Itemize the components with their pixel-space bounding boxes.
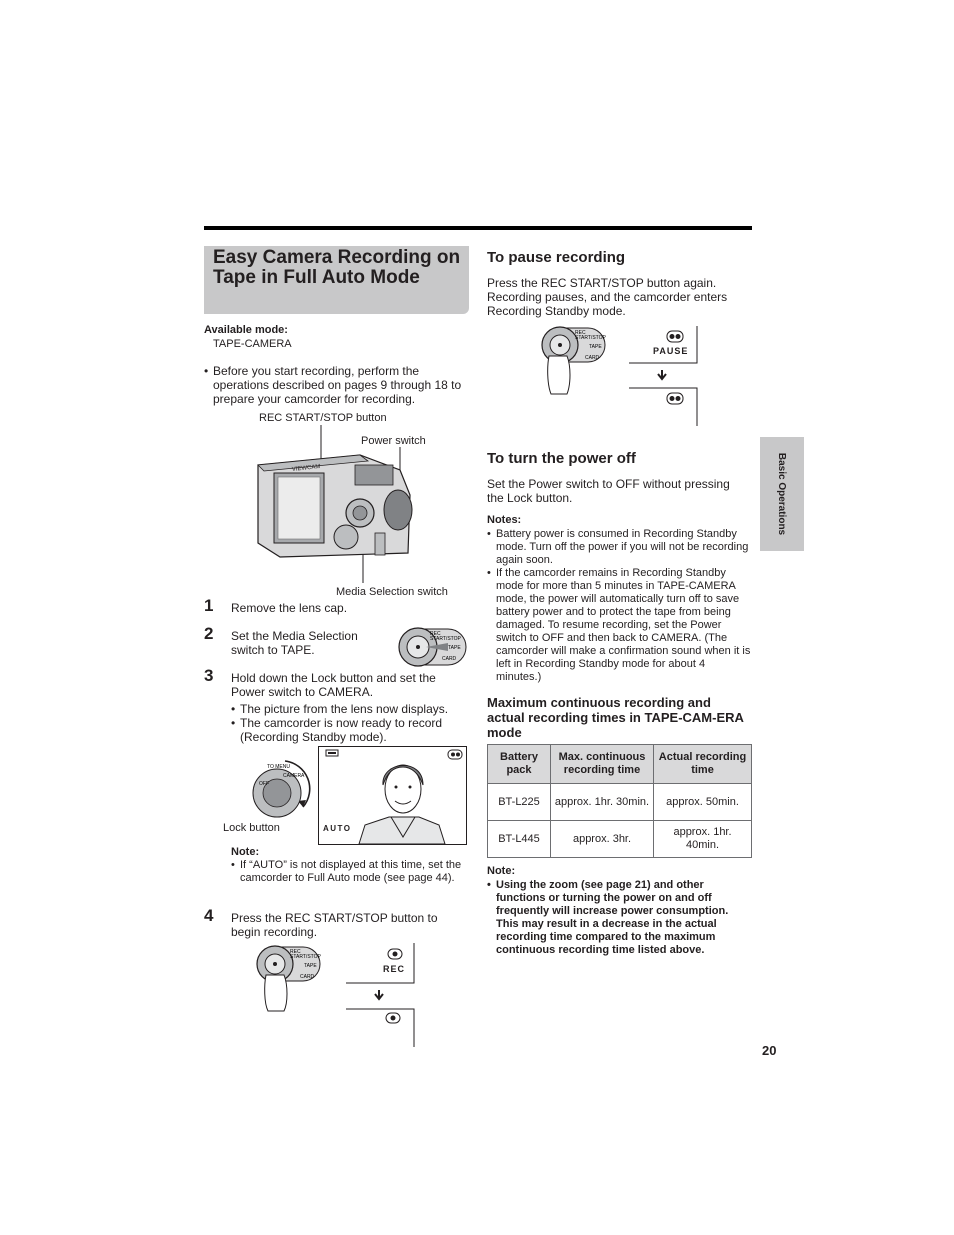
pause-text: Press the REC START/STOP button again. Recording pauses, and the camcorder enters Recording Standby mode. — [487, 276, 728, 318]
power-dial-illustration — [245, 755, 309, 821]
step-3-bullet: • The camcorder is now ready to record (Recording Standby mode). — [231, 716, 465, 744]
pause-switch-start-stop-label: START/STOP — [575, 335, 606, 341]
table-cell: approx. 1hr. 40min. — [654, 821, 752, 858]
intro-bullet-text: • Before you start recording, perform the operations described on pages 9 through 18 to prepare your camcorder for recording. — [204, 364, 466, 406]
power-off-note: • Battery power is consumed in Recording Standby mode. Turn off the power if you will not be recording again soon. — [487, 528, 751, 567]
pause-indicator-sequence — [629, 326, 699, 428]
brand-text: VIEWCAM — [291, 464, 321, 473]
recording-times-table — [487, 744, 752, 858]
max-rec-note — [487, 879, 749, 957]
media-switch-illustration — [396, 625, 468, 669]
switch-start-stop-label: START/STOP — [430, 636, 461, 642]
dial-off-label: OFF — [259, 781, 269, 787]
step-3-bullets — [231, 702, 465, 744]
table-row — [488, 784, 752, 821]
step-3-bullet: • The picture from the lens now displays. — [231, 702, 465, 716]
camcorder-illustration — [250, 425, 420, 585]
power-off-notes-label: Notes: — [487, 514, 522, 526]
dial-camera-label: CAMERA — [283, 773, 305, 779]
pause-indicator-label: PAUSE — [653, 346, 689, 356]
table-cell: BT-L445 — [488, 821, 551, 858]
switch-tape-label: TAPE — [448, 645, 461, 651]
table-cell: BT-L225 — [488, 784, 551, 821]
step4-switch-start-stop-label: START/STOP — [290, 954, 321, 960]
page-title: Easy Camera Recording on Tape in Full Auto Mode — [213, 247, 461, 288]
table-header-cell: Battery pack — [488, 745, 551, 784]
power-switch-label: Power switch — [361, 435, 426, 447]
available-mode-value: TAPE-CAMERA — [213, 338, 292, 350]
table-cell: approx. 1hr. 30min. — [551, 784, 654, 821]
rec-indicator-sequence — [346, 943, 416, 1047]
step-3-number: 3 — [204, 666, 214, 685]
table-row — [488, 821, 752, 858]
power-off-heading: To turn the power off — [487, 450, 636, 467]
max-rec-note-label: Note: — [487, 865, 516, 877]
pause-switch-tape-label: TAPE — [589, 344, 602, 350]
step4-switch-rec-label: REC — [290, 949, 301, 955]
step-3-note — [231, 859, 471, 885]
rec-button-press-illustration — [254, 945, 320, 1015]
lock-button-label: Lock button — [223, 822, 280, 834]
intro-bullet — [204, 364, 466, 406]
table-cell: approx. 50min. — [654, 784, 752, 821]
rec-indicator-label: REC — [383, 964, 406, 974]
page-number: 20 — [762, 1043, 777, 1058]
switch-card-label: CARD — [442, 656, 457, 662]
pause-button-illustration — [539, 326, 607, 396]
switch-rec-label: REC — [430, 631, 441, 637]
step-3-note-label: Note: — [231, 846, 260, 858]
step-4-number: 4 — [204, 906, 214, 925]
max-rec-heading: Maximum continuous recording and actual recording times in TAPE-CAM-ERA mode — [487, 695, 744, 740]
step-3-text: Hold down the Lock button and set the Power switch to CAMERA. — [231, 671, 436, 699]
step-2-number: 2 — [204, 624, 214, 643]
power-off-note: • If the camcorder remains in Recording Standby mode for more than 5 minutes in TAPE-CAMERA mode, the power will automatically turn off to save battery power and to protect the tape from being damaged. To resume recording, set the Power switch to OFF and then back to CAMERA. (The camcorder will make a confirmation sound when it is left in Recording Standby mode for about 4 minutes.) — [487, 567, 751, 684]
power-off-notes — [487, 528, 751, 684]
rec-button-label: REC START/STOP button — [259, 412, 387, 424]
pause-switch-card-label: CARD — [585, 355, 600, 361]
step-2-text: Set the Media Selection switch to TAPE. — [231, 629, 358, 657]
media-switch-label: Media Selection switch — [336, 586, 448, 598]
top-rule — [204, 226, 752, 230]
step4-switch-tape-label: TAPE — [304, 963, 317, 969]
table-header-row — [488, 745, 752, 784]
step-4-text: Press the REC START/STOP button to begin recording. — [231, 911, 438, 939]
max-rec-note-text: • Using the zoom (see page 21) and other functions or turning the power on and off frequently will increase power consumption. This may result in a decrease in the actual recording time compared to the maximum continuous recording time listed above. — [487, 879, 749, 957]
step4-switch-card-label: CARD — [300, 974, 315, 980]
dial-to-menu-label: TO MENU — [267, 764, 290, 770]
lcd-screen — [318, 746, 467, 845]
step-1-number: 1 — [204, 596, 214, 615]
side-tab-label: Basic Operations — [776, 452, 787, 536]
table-cell: approx. 3hr. — [551, 821, 654, 858]
table-header-cell: Max. continuous recording time — [551, 745, 654, 784]
step-3-note-text: • If “AUTO” is not displayed at this time, set the camcorder to Full Auto mode (see page 44). — [231, 859, 471, 885]
screen-auto-label: AUTO — [323, 824, 352, 833]
available-mode-label: Available mode: — [204, 324, 288, 336]
pause-heading: To pause recording — [487, 249, 626, 266]
side-tab — [760, 437, 804, 551]
step-1-text: Remove the lens cap. — [231, 601, 348, 615]
pause-switch-rec-label: REC — [575, 330, 586, 336]
table-header-cell: Actual recording time — [654, 745, 752, 784]
power-off-text: Set the Power switch to OFF without pressing the Lock button. — [487, 477, 730, 505]
